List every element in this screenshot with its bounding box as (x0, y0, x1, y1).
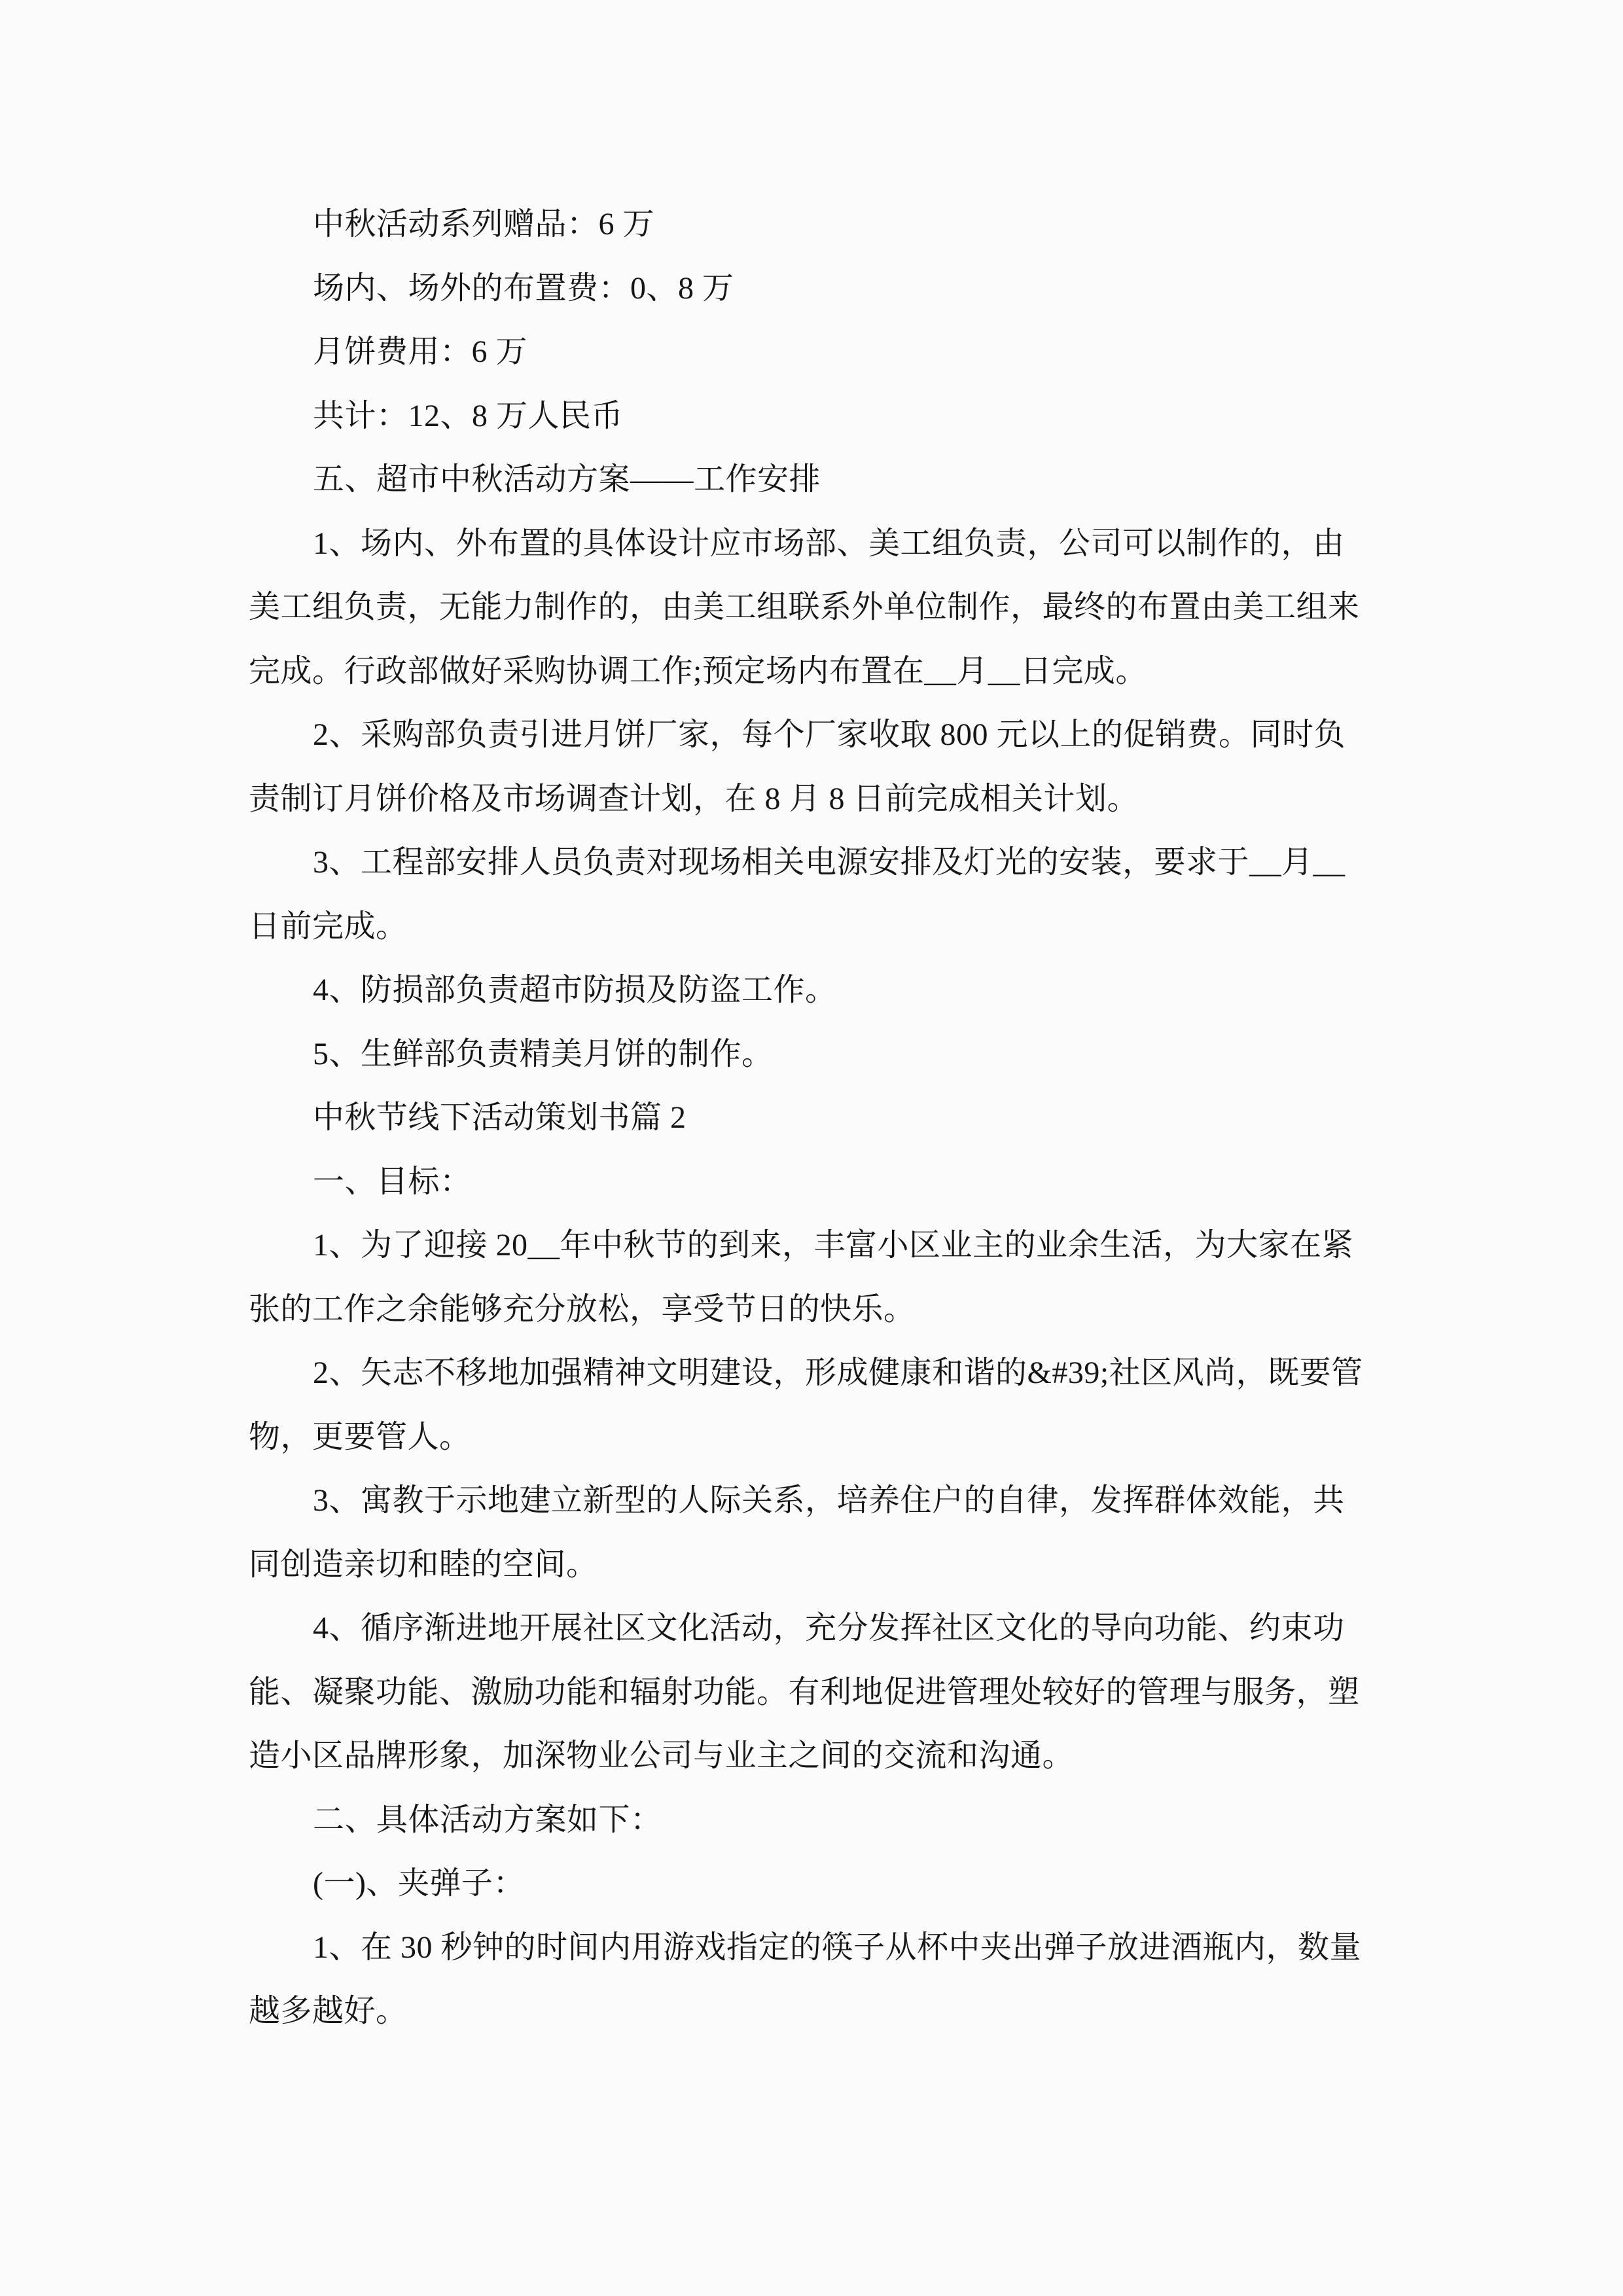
text-line: 造小区品牌形象，加深物业公司与业主之间的交流和沟通。 (249, 1738, 1075, 1773)
text-line: 日前完成。 (249, 908, 408, 944)
text-line: 5、生鲜部负责精美月饼的制作。 (313, 1036, 774, 1071)
text-line: (一)、夹弹子： (313, 1866, 525, 1901)
text-line: 美工组负责，无能力制作的，由美工组联系外单位制作，最终的布置由美工组来 (249, 590, 1360, 624)
text-line: 共计：12、8 万人民币 (313, 398, 624, 433)
text-line: 4、防损部负责超市防损及防盗工作。 (313, 973, 837, 1007)
text-line: 1、在 30 秒钟的时间内用游戏指定的筷子从杯中夹出弹子放进酒瓶内，数量 (313, 1929, 1362, 1965)
text-line: 完成。行政部做好采购协调工作;预定场内布置在__月__日完成。 (249, 653, 1147, 689)
text-line: 月饼费用：6 万 (313, 334, 528, 369)
text-line: 五、超市中秋活动方案——工作安排 (313, 462, 821, 497)
text-line: 4、循序渐进地开展社区文化活动，充分发挥社区文化的导向功能、约束功 (313, 1611, 1345, 1645)
text-line: 2、采购部负责引进月饼厂家，每个厂家收取 800 元以上的促销费。同时负 (313, 717, 1346, 752)
text-line: 2、矢志不移地加强精神文明建设，形成健康和谐的&#39;社区风尚，既要管 (313, 1355, 1363, 1390)
text-line: 越多越好。 (249, 1994, 408, 2028)
text-line: 场内、场外的布置费：0、8 万 (313, 270, 734, 306)
text-line: 中秋节线下活动策划书篇 2 (313, 1100, 687, 1135)
document-text-block (249, 192, 1374, 2043)
text-line: 物，更要管人。 (249, 1419, 471, 1454)
text-line: 能、凝聚功能、激励功能和辐射功能。有利地促进管理处较好的管理与服务，塑 (249, 1674, 1360, 1710)
text-line: 中秋活动系列赠品：6 万 (313, 207, 655, 242)
text-line: 3、工程部安排人员负责对现场相关电源安排及灯光的安装，要求于__月__ (313, 845, 1346, 880)
text-line: 1、场内、外布置的具体设计应市场部、美工组负责，公司可以制作的，由 (313, 526, 1345, 561)
text-line: 张的工作之余能够充分放松，享受节日的快乐。 (249, 1291, 916, 1327)
text-line: 同创造亲切和睦的空间。 (249, 1547, 598, 1582)
text-line: 二、具体活动方案如下： (313, 1802, 662, 1837)
text-line: 责制订月饼价格及市场调查计划，在 8 月 8 日前完成相关计划。 (249, 781, 1139, 816)
text-line: 3、寓教于示地建立新型的人际关系，培养住户的自律，发挥群体效能，共 (313, 1483, 1345, 1518)
text-line: 1、为了迎接 20__年中秋节的到来，丰富小区业主的业余生活，为大家在紧 (313, 1228, 1354, 1263)
text-line: 一、目标： (313, 1164, 472, 1199)
